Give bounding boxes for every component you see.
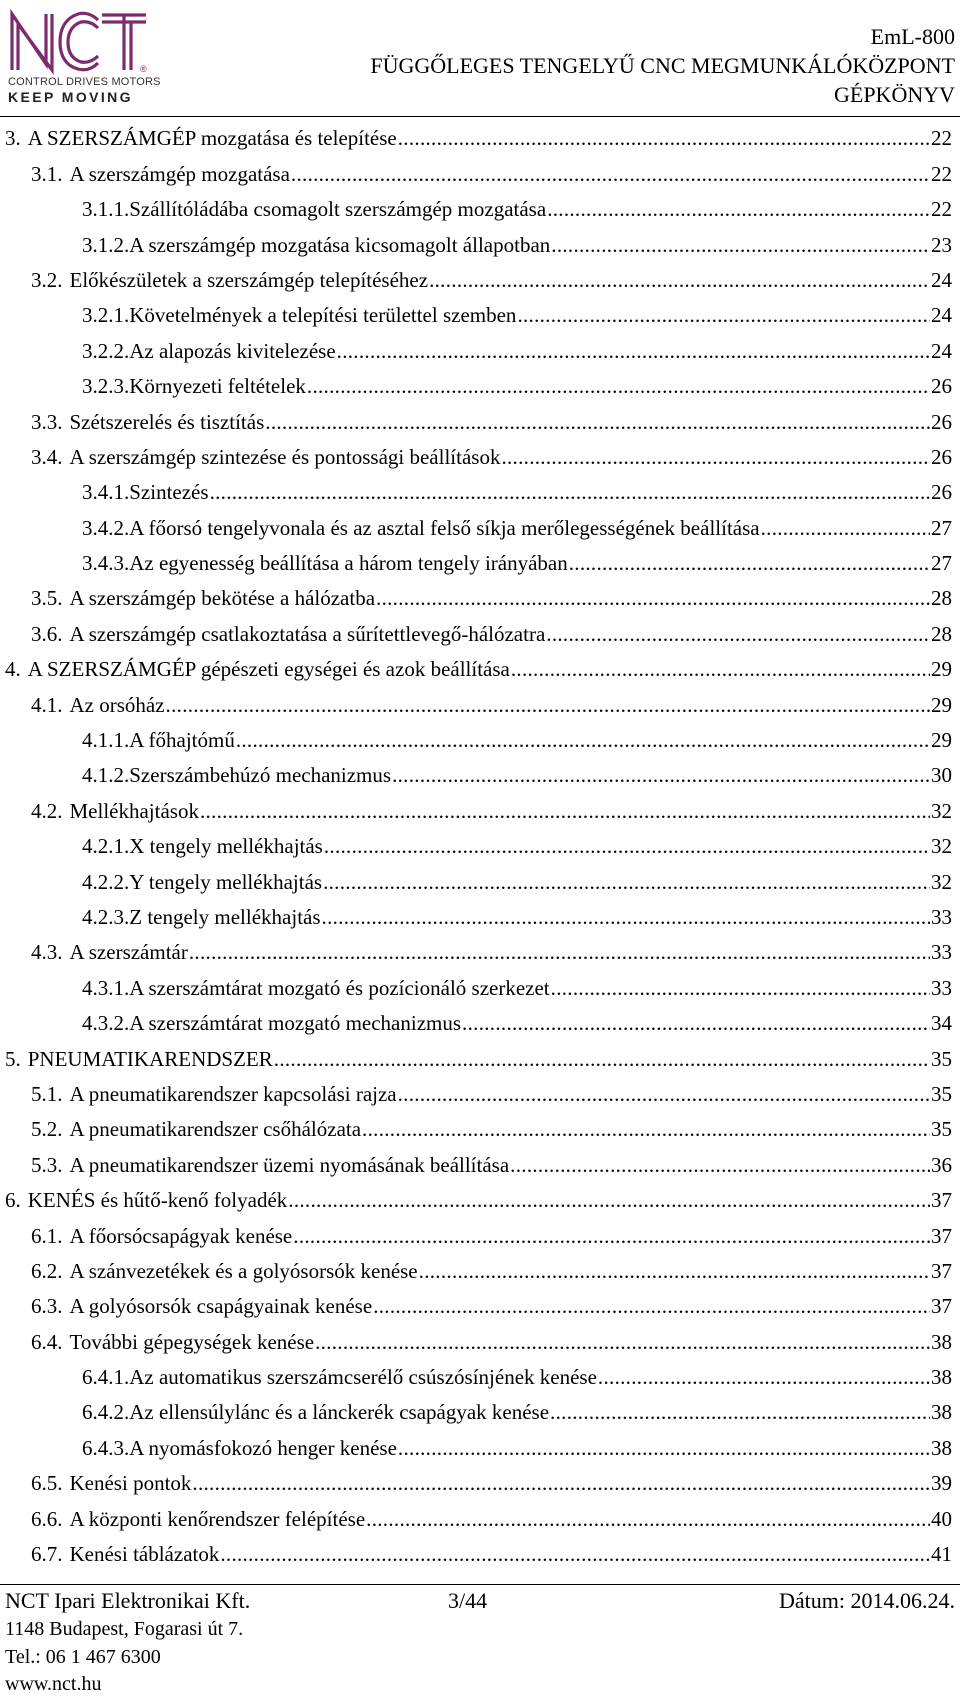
toc-entry-line <box>0 550 960 576</box>
toc-entry-line <box>0 1046 960 1072</box>
table-of-contents <box>0 116 960 1567</box>
toc-entry-line <box>0 373 960 399</box>
toc-entry[interactable] <box>0 1425 960 1460</box>
toc-entry-number: 6.7. <box>31 1542 63 1567</box>
toc-leader-dots <box>598 1364 930 1390</box>
toc-entry-page: 24 <box>931 303 952 328</box>
toc-entry[interactable] <box>0 647 960 682</box>
toc-leader-dots <box>546 621 930 647</box>
toc-leader-dots <box>192 1470 930 1496</box>
toc-entry[interactable] <box>0 399 960 434</box>
toc-entry[interactable] <box>0 222 960 257</box>
toc-entry-number: 5.2. <box>31 1117 63 1142</box>
toc-entry-title: A főorsócsapágyak kenése <box>69 1223 293 1248</box>
document-title <box>370 22 955 109</box>
toc-entry-number: 4.2.1. <box>82 834 130 859</box>
toc-leader-dots <box>324 833 930 859</box>
toc-entry-page: 24 <box>931 267 952 292</box>
toc-entry-number: 3.2.2. <box>82 338 130 363</box>
toc-entry-number: 6.2. <box>31 1258 63 1283</box>
toc-entry[interactable] <box>0 965 960 1000</box>
toc-entry-line <box>0 1010 960 1036</box>
toc-entry[interactable] <box>0 1319 960 1354</box>
toc-leader-dots <box>501 444 930 470</box>
toc-entry[interactable] <box>0 1496 960 1531</box>
toc-entry[interactable] <box>0 682 960 717</box>
toc-entry-page: 33 <box>931 904 952 929</box>
toc-entry-number: 3.6. <box>31 621 63 646</box>
toc-entry-page: 26 <box>931 480 952 505</box>
toc-entry-title: Szintezés <box>129 480 209 505</box>
toc-entry-page: 37 <box>931 1188 952 1213</box>
toc-entry-number: 3.3. <box>31 409 63 434</box>
toc-entry-title: PNEUMATIKARENDSZER <box>27 1046 273 1071</box>
toc-entry-page: 28 <box>931 621 952 646</box>
toc-leader-dots <box>510 1152 930 1178</box>
toc-entry-page: 22 <box>931 126 952 151</box>
toc-entry-title: A SZERSZÁMGÉP gépészeti egységei és azok beállítása <box>27 657 510 682</box>
toc-entry-line <box>0 515 960 541</box>
toc-entry-title: A golyósorsók csapágyainak kenése <box>69 1294 373 1319</box>
toc-leader-dots <box>293 1223 930 1249</box>
toc-leader-dots <box>265 409 930 435</box>
toc-entry-title: A szerszámgép szintezése és pontossági beállítások <box>69 444 501 469</box>
toc-entry-line <box>0 833 960 859</box>
toc-leader-dots <box>547 196 930 222</box>
toc-entry-number: 5.1. <box>31 1081 63 1106</box>
toc-entry-number: 4.1. <box>31 692 63 717</box>
toc-entry[interactable] <box>0 1001 960 1036</box>
toc-entry[interactable] <box>0 611 960 646</box>
toc-entry-line <box>0 1506 960 1532</box>
toc-entry-title: Z tengely mellékhajtás <box>129 904 321 929</box>
toc-entry-number: 6.5. <box>31 1471 63 1496</box>
toc-entry-page: 33 <box>931 975 952 1000</box>
toc-entry-number: 3.5. <box>31 586 63 611</box>
toc-entry-title: A főorsó tengelyvonala és az asztal felső síkja merőlegességének beállítása <box>129 515 760 540</box>
toc-entry-title: A szerszámgép csatlakoztatása a sűrítettlevegő-hálózatra <box>69 621 546 646</box>
document-type: GÉPKÖNYV <box>834 82 955 107</box>
footer-website[interactable]: www.nct.hu <box>5 1673 102 1695</box>
toc-entry-number: 6.6. <box>31 1506 63 1531</box>
toc-entry-number: 4.2.3. <box>82 904 130 929</box>
toc-leader-dots <box>322 904 930 930</box>
toc-leader-dots <box>376 585 930 611</box>
toc-entry-page: 32 <box>931 869 952 894</box>
toc-entry-title: A főhajtómű <box>129 728 235 753</box>
toc-entry-line <box>0 196 960 222</box>
toc-entry-title: X tengely mellékhajtás <box>129 834 323 859</box>
toc-entry-line <box>0 1329 960 1355</box>
toc-entry-line <box>0 1364 960 1390</box>
toc-entry-line <box>0 1470 960 1496</box>
toc-leader-dots <box>569 550 930 576</box>
toc-entry-number: 4.3.2. <box>82 1011 130 1036</box>
toc-entry[interactable] <box>0 753 960 788</box>
toc-entry-line <box>0 1258 960 1284</box>
toc-entry-number: 3.4.3. <box>82 551 130 576</box>
toc-entry-page: 38 <box>931 1329 952 1354</box>
toc-entry-line <box>0 692 960 718</box>
toc-entry-page: 37 <box>931 1223 952 1248</box>
toc-entry-page: 22 <box>931 161 952 186</box>
toc-entry-line <box>0 1081 960 1107</box>
toc-leader-dots <box>236 727 930 753</box>
toc-entry-title: Előkészületek a szerszámgép telepítéséhez <box>69 267 429 292</box>
toc-entry-title: Szétszerelés és tisztítás <box>69 409 265 434</box>
toc-entry[interactable] <box>0 1142 960 1177</box>
toc-entry-line <box>0 869 960 895</box>
toc-leader-dots <box>220 1541 930 1567</box>
toc-entry-line <box>0 939 960 965</box>
toc-entry-title: A pneumatikarendszer üzemi nyomásának beállítása <box>69 1152 510 1177</box>
nct-logo-mark <box>6 6 154 76</box>
toc-entry-page: 39 <box>931 1471 952 1496</box>
toc-leader-dots <box>551 232 930 258</box>
toc-entry[interactable] <box>0 541 960 576</box>
footer-address: 1148 Budapest, Fogarasi út 7. <box>5 1618 244 1640</box>
footer-page-number: 3/44 <box>448 1588 488 1613</box>
toc-entry-page: 32 <box>931 798 952 823</box>
toc-entry-page: 29 <box>931 692 952 717</box>
toc-entry-title: Kenési táblázatok <box>69 1542 220 1567</box>
toc-entry-number: 6.4.1. <box>82 1365 130 1390</box>
toc-entry-page: 37 <box>931 1258 952 1283</box>
toc-entry-page: 30 <box>931 763 952 788</box>
toc-leader-dots <box>398 125 930 151</box>
toc-entry[interactable] <box>0 470 960 505</box>
toc-entry-title: Szállítóládába csomagolt szerszámgép mozgatása <box>129 197 547 222</box>
toc-entry-title: Környezeti feltételek <box>129 374 306 399</box>
toc-leader-dots <box>210 479 930 505</box>
toc-entry-number: 3. <box>5 126 21 151</box>
toc-entry-page: 33 <box>931 940 952 965</box>
toc-entry-page: 36 <box>931 1152 952 1177</box>
footer-divider <box>0 1584 960 1585</box>
toc-leader-dots <box>362 1116 930 1142</box>
toc-entry-number: 3.2. <box>31 267 63 292</box>
toc-entry[interactable] <box>0 1461 960 1496</box>
toc-entry-page: 34 <box>931 1011 952 1036</box>
toc-entry-page: 23 <box>931 232 952 257</box>
toc-entry-line <box>0 621 960 647</box>
toc-entry-line <box>0 1187 960 1213</box>
toc-entry-number: 3.2.1. <box>82 303 130 328</box>
toc-entry[interactable] <box>0 788 960 823</box>
toc-entry-line <box>0 1541 960 1567</box>
footer-company: NCT Ipari Elektronikai Kft. <box>5 1588 251 1613</box>
toc-entry-title: A szerszámgép bekötése a hálózatba <box>69 586 376 611</box>
nct-logo <box>6 6 161 105</box>
toc-entry-line <box>0 1435 960 1461</box>
toc-entry-number: 4.3. <box>31 940 63 965</box>
toc-entry-number: 3.1.2. <box>82 232 130 257</box>
page-header <box>0 0 960 116</box>
toc-entry-number: 5. <box>5 1046 21 1071</box>
toc-entry[interactable] <box>0 435 960 470</box>
toc-entry-title: Az ellensúlylánc és a lánckerék csapágyak kenése <box>129 1400 550 1425</box>
toc-leader-dots <box>419 1258 930 1284</box>
toc-leader-dots <box>511 656 930 682</box>
toc-entry-line <box>0 444 960 470</box>
toc-leader-dots <box>462 1010 930 1036</box>
toc-entry-number: 6.4.2. <box>82 1400 130 1425</box>
toc-leader-dots <box>166 692 930 718</box>
toc-leader-dots <box>373 1293 930 1319</box>
toc-entry-title: A szerszámtár <box>69 940 188 965</box>
toc-entry-page: 37 <box>931 1294 952 1319</box>
toc-entry-line <box>0 267 960 293</box>
toc-entry-number: 6.3. <box>31 1294 63 1319</box>
toc-entry-page: 35 <box>931 1117 952 1142</box>
toc-entry-line <box>0 302 960 328</box>
toc-leader-dots <box>189 939 930 965</box>
toc-entry-line <box>0 125 960 151</box>
toc-entry-line <box>0 1152 960 1178</box>
toc-entry-line <box>0 479 960 505</box>
toc-entry-title: Az alapozás kivitelezése <box>129 338 336 363</box>
toc-entry-line <box>0 656 960 682</box>
toc-entry[interactable] <box>0 895 960 930</box>
toc-entry-number: 6. <box>5 1188 21 1213</box>
toc-entry-title: A szánvezetékek és a golyósorsók kenése <box>69 1258 418 1283</box>
toc-entry-title: A szerszámgép mozgatása <box>69 161 290 186</box>
footer-phone: Tel.: 06 1 467 6300 <box>5 1646 161 1668</box>
toc-entry[interactable] <box>0 364 960 399</box>
toc-entry-page: 24 <box>931 338 952 363</box>
toc-entry-page: 38 <box>931 1365 952 1390</box>
logo-slogan: KEEP MOVING <box>8 89 133 105</box>
toc-leader-dots <box>392 762 930 788</box>
toc-entry-page: 40 <box>931 1506 952 1531</box>
toc-entry-number: 3.1.1. <box>82 197 130 222</box>
toc-entry-title: A központi kenőrendszer felépítése <box>69 1506 366 1531</box>
toc-entry-number: 3.4.2. <box>82 515 130 540</box>
toc-entry-page: 26 <box>931 374 952 399</box>
toc-entry-number: 5.3. <box>31 1152 63 1177</box>
toc-entry-number: 6.1. <box>31 1223 63 1248</box>
toc-entry-number: 4.2. <box>31 798 63 823</box>
toc-entry-line <box>0 727 960 753</box>
toc-entry-number: 6.4. <box>31 1329 63 1354</box>
toc-leader-dots <box>315 1329 930 1355</box>
toc-entry-line <box>0 904 960 930</box>
toc-entry-page: 38 <box>931 1400 952 1425</box>
toc-entry[interactable] <box>0 1249 960 1284</box>
toc-entry-page: 22 <box>931 197 952 222</box>
toc-entry[interactable] <box>0 505 960 540</box>
toc-leader-dots <box>323 869 930 895</box>
toc-entry-number: 3.1. <box>31 161 63 186</box>
toc-leader-dots <box>366 1506 930 1532</box>
toc-entry[interactable] <box>0 1390 960 1425</box>
toc-entry[interactable] <box>0 576 960 611</box>
toc-entry-number: 4. <box>5 657 21 682</box>
logo-tagline: CONTROL DRIVES MOTORS <box>8 76 161 88</box>
toc-leader-dots <box>274 1046 930 1072</box>
toc-entry[interactable] <box>0 1532 960 1567</box>
toc-entry[interactable] <box>0 718 960 753</box>
toc-entry-line <box>0 1293 960 1319</box>
toc-entry[interactable] <box>0 293 960 328</box>
toc-entry-line <box>0 798 960 824</box>
toc-entry-line <box>0 1399 960 1425</box>
toc-entry-line <box>0 161 960 187</box>
toc-entry[interactable] <box>0 1107 960 1142</box>
toc-entry[interactable] <box>0 258 960 293</box>
toc-entry-title: A pneumatikarendszer kapcsolási rajza <box>69 1081 397 1106</box>
toc-entry-title: Követelmények a telepítési területtel szemben <box>129 303 517 328</box>
toc-leader-dots <box>200 798 930 824</box>
page-footer <box>0 1584 960 1697</box>
toc-entry-title: A szerszámtárat mozgató mechanizmus <box>129 1011 462 1036</box>
toc-entry-title: Kenési pontok <box>69 1471 192 1496</box>
toc-entry-title: Y tengely mellékhajtás <box>129 869 323 894</box>
toc-entry-title: A pneumatikarendszer csőhálózata <box>69 1117 362 1142</box>
toc-entry-title: Az orsóház <box>69 692 165 717</box>
toc-leader-dots <box>398 1435 930 1461</box>
toc-entry[interactable] <box>0 1355 960 1390</box>
toc-entry-title: A SZERSZÁMGÉP mozgatása és telepítése <box>27 126 397 151</box>
toc-entry-number: 3.4. <box>31 444 63 469</box>
footer-date: Dátum: 2014.06.24. <box>779 1588 955 1613</box>
toc-entry-title: Szerszámbehúzó mechanizmus <box>129 763 392 788</box>
toc-entry[interactable] <box>0 187 960 222</box>
toc-entry-page: 29 <box>931 728 952 753</box>
toc-entry-page: 38 <box>931 1435 952 1460</box>
toc-entry-page: 27 <box>931 551 952 576</box>
svg-text:®: ® <box>140 64 147 74</box>
toc-entry[interactable] <box>0 859 960 894</box>
toc-entry-title: A szerszámgép mozgatása kicsomagolt állapotban <box>129 232 551 257</box>
toc-entry-page: 29 <box>931 657 952 682</box>
toc-entry-page: 41 <box>931 1542 952 1567</box>
toc-leader-dots <box>288 1187 930 1213</box>
toc-entry-line <box>0 232 960 258</box>
toc-leader-dots <box>291 161 930 187</box>
toc-entry-line <box>0 585 960 611</box>
toc-entry[interactable] <box>0 1213 960 1248</box>
toc-entry[interactable] <box>0 1178 960 1213</box>
toc-leader-dots <box>307 373 930 399</box>
toc-entry-page: 27 <box>931 515 952 540</box>
toc-entry[interactable] <box>0 1284 960 1319</box>
toc-entry-number: 4.1.1. <box>82 728 130 753</box>
toc-entry-number: 4.3.1. <box>82 975 130 1000</box>
toc-entry-line <box>0 762 960 788</box>
toc-leader-dots <box>429 267 930 293</box>
toc-leader-dots <box>761 515 930 541</box>
toc-entry-title: Mellékhajtások <box>69 798 199 823</box>
toc-entry-title: Az automatikus szerszámcserélő csúszósínjének kenése <box>129 1365 597 1390</box>
toc-entry-title: KENÉS és hűtő-kenő folyadék <box>27 1188 288 1213</box>
document-subject: FÜGGŐLEGES TENGELYŰ CNC MEGMUNKÁLÓKÖZPONT <box>370 53 955 78</box>
toc-entry[interactable] <box>0 824 960 859</box>
toc-entry-title: A szerszámtárat mozgató és pozícionáló szerkezet <box>129 975 550 1000</box>
toc-leader-dots <box>337 338 930 364</box>
toc-entry-title: A nyomásfokozó henger kenése <box>129 1435 397 1460</box>
toc-entry-line <box>0 1116 960 1142</box>
toc-leader-dots <box>517 302 930 328</box>
toc-entry-title: További gépegységek kenése <box>69 1329 315 1354</box>
toc-entry-title: Az egyenesség beállítása a három tengely irányában <box>129 551 568 576</box>
toc-leader-dots <box>551 975 930 1001</box>
toc-entry-page: 35 <box>931 1081 952 1106</box>
toc-entry-line <box>0 409 960 435</box>
toc-entry-number: 3.2.3. <box>82 374 130 399</box>
toc-entry-page: 35 <box>931 1046 952 1071</box>
toc-entry-line <box>0 1223 960 1249</box>
document-code: EmL-800 <box>870 24 955 49</box>
toc-leader-dots <box>550 1399 930 1425</box>
toc-entry-number: 3.4.1. <box>82 480 130 505</box>
toc-entry[interactable] <box>0 1036 960 1071</box>
toc-entry[interactable] <box>0 116 960 151</box>
toc-entry-number: 6.4.3. <box>82 1435 130 1460</box>
toc-entry[interactable] <box>0 1072 960 1107</box>
toc-entry[interactable] <box>0 151 960 186</box>
toc-entry[interactable] <box>0 328 960 363</box>
toc-entry-number: 4.2.2. <box>82 869 130 894</box>
toc-entry-page: 26 <box>931 444 952 469</box>
toc-entry-page: 26 <box>931 409 952 434</box>
toc-entry-number: 4.1.2. <box>82 763 130 788</box>
toc-entry-page: 32 <box>931 834 952 859</box>
toc-entry-line <box>0 338 960 364</box>
toc-leader-dots <box>398 1081 930 1107</box>
toc-entry[interactable] <box>0 930 960 965</box>
toc-entry-line <box>0 975 960 1001</box>
toc-entry-page: 28 <box>931 586 952 611</box>
